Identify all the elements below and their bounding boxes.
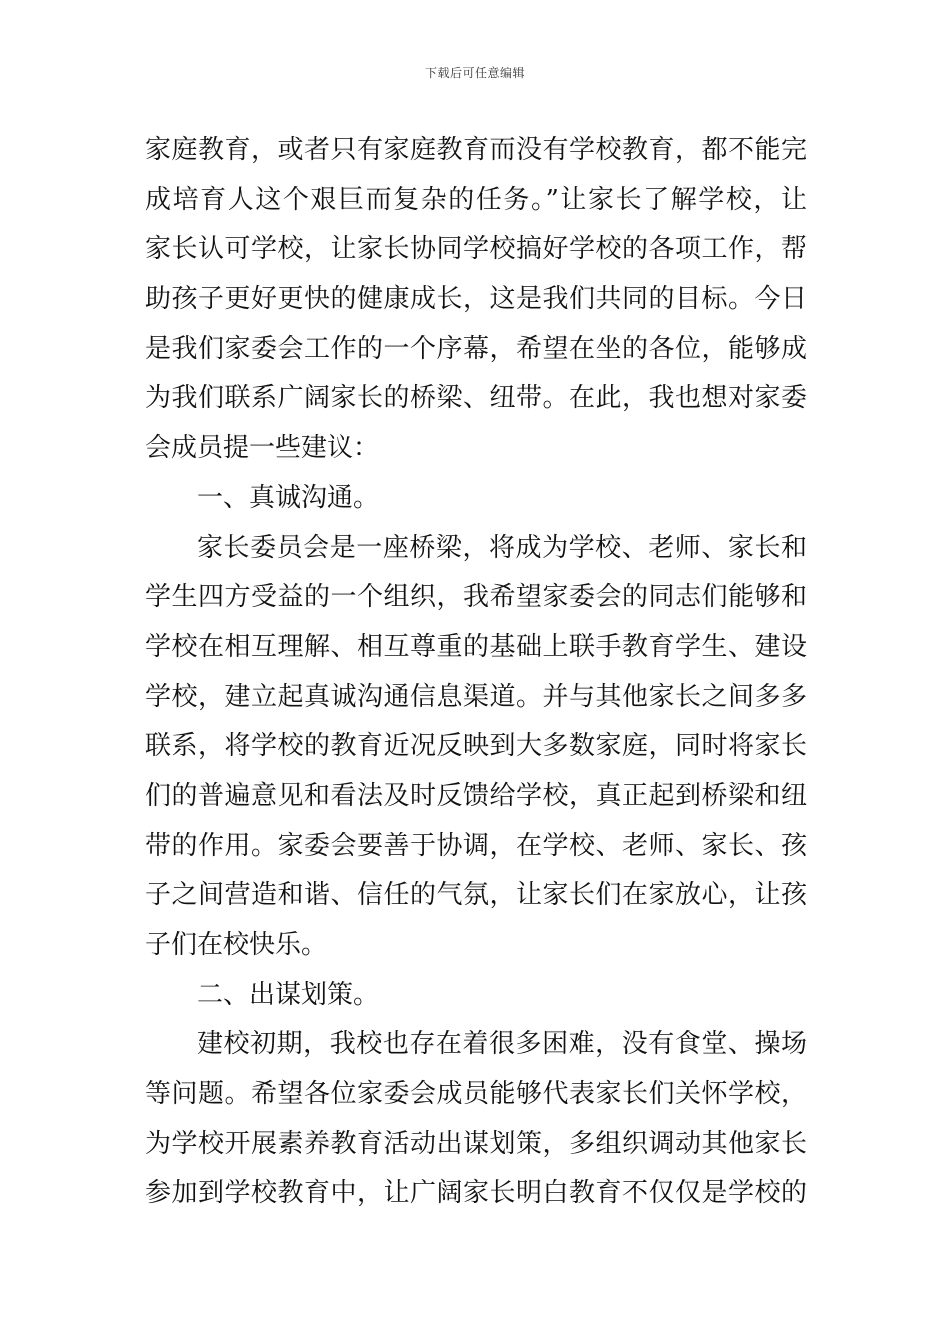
- text-line: 会成员提一些建议：: [145, 433, 380, 464]
- text-line: 家长认可学校，让家长协同学校搞好学校的各项工作，帮: [145, 234, 807, 265]
- text-line: 二、出谋划策。: [197, 979, 380, 1010]
- text-line: 建校初期，我校也存在着很多困难，没有食堂、操场: [197, 1029, 807, 1060]
- text-line: 参加到学校教育中，让广阔家长明白教育不仅仅是学校的: [145, 1178, 807, 1209]
- text-line: 学校在相互理解、相互尊重的基础上联手教育学生、建设: [145, 631, 807, 662]
- text-line: 助孩子更好更快的健康成长，这是我们共同的目标。今日: [145, 284, 807, 315]
- text-line: 家庭教育，或者只有家庭教育而没有学校教育，都不能完: [145, 135, 807, 165]
- text-line: 联系，将学校的教育近况反映到大多数家庭，同时将家长: [145, 731, 807, 762]
- text-line: 子之间营造和谐、信任的气氛，让家长们在家放心，让孩: [145, 880, 807, 911]
- text-line: 等问题。希望各位家委会成员能够代表家长们关怀学校，: [145, 1079, 807, 1110]
- text-line: 一、真诚沟通。: [197, 482, 380, 513]
- text-line: 家长委员会是一座桥梁，将成为学校、老师、家长和: [197, 532, 807, 563]
- text-line: 带的作用。家委会要善于协调，在学校、老师、家长、孩: [145, 830, 807, 861]
- text-line: 们的普遍意见和看法及时反馈给学校，真正起到桥梁和纽: [145, 780, 807, 811]
- text-line: 成培育人这个艰巨而复杂的任务。”让家长了解学校，让: [145, 184, 807, 215]
- document-body: [145, 126, 807, 1219]
- text-line: 学生四方受益的一个组织，我希望家委会的同志们能够和: [145, 582, 807, 613]
- text-line: 子们在校快乐。: [145, 930, 328, 960]
- text-line: 是我们家委会工作的一个序幕，希望在坐的各位，能够成: [145, 333, 807, 364]
- page-header: 下载后可任意编辑: [424, 66, 525, 80]
- text-line: 为学校开展素养教育活动出谋划策，多组织调动其他家长: [145, 1128, 807, 1159]
- text-line: 为我们联系广阔家长的桥梁、纽带。在此，我也想对家委: [145, 383, 807, 414]
- text-line: 学校，建立起真诚沟通信息渠道。并与其他家长之间多多: [145, 681, 807, 712]
